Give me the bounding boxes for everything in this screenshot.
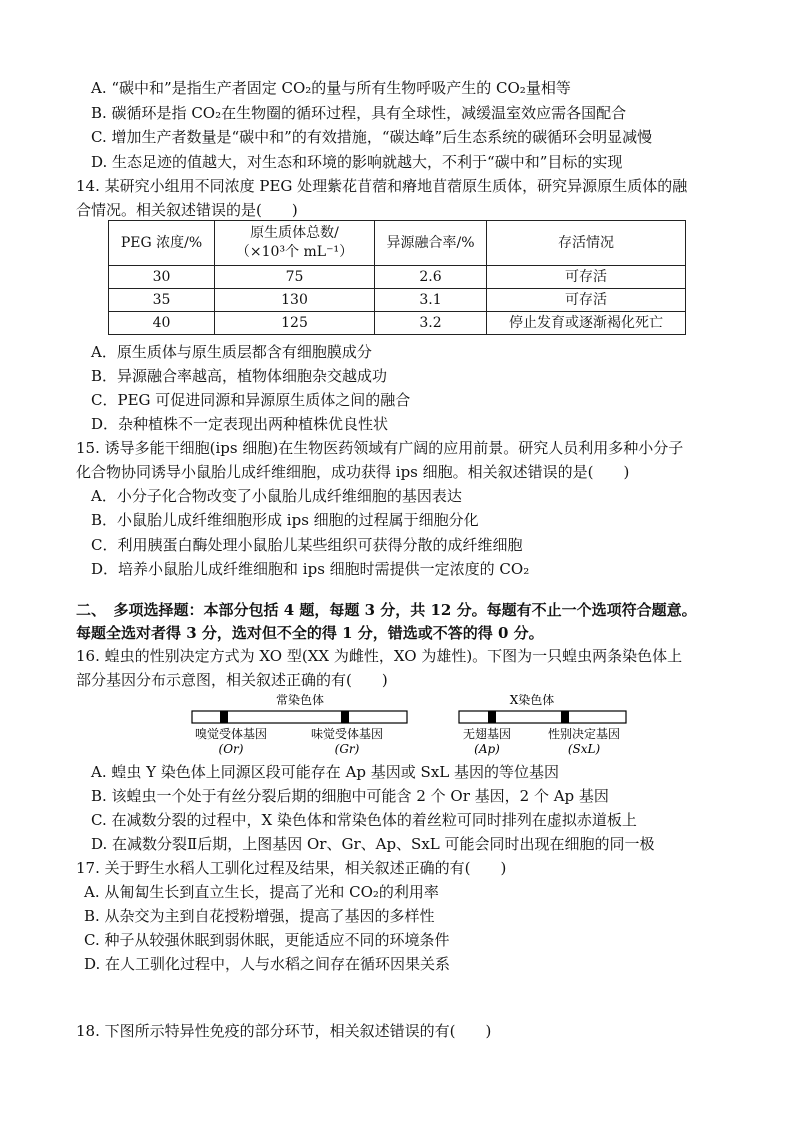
table-cell: 3.2 xyxy=(375,312,487,335)
q15-stem-line1: 15. 诱导多能干细胞(ips 细胞)在生物医药领域有广阔的应用前景。研究人员利用多种小分子 xyxy=(76,439,684,457)
q18-stem: 18. 下图所示特异性免疫的部分环节，相关叙述错误的有( ) xyxy=(76,1022,492,1040)
table-row xyxy=(109,312,686,335)
q14-option-a: A．原生质体与原生质层都含有细胞膜成分 xyxy=(91,343,372,361)
q14-option-d: D．杂种植株不一定表现出两种植株优良性状 xyxy=(91,415,389,433)
gene-marker-gr xyxy=(341,711,349,723)
table-cell: 125 xyxy=(215,312,375,335)
gene-name-sxl: 性别决定基因 xyxy=(547,727,621,741)
q16-option-d: D. 在减数分裂Ⅱ后期，上图基因 Or、Gr、Ap、SxL 可能会同时出现在细胞的同一极 xyxy=(91,835,655,853)
q16-option-b: B. 该蝗虫一个处于有丝分裂后期的细胞中可能含 2 个 Or 基因，2 个 Ap 基因 xyxy=(91,787,609,805)
table-cell: 可存活 xyxy=(487,266,686,289)
table-cell: 30 xyxy=(109,266,215,289)
q16-option-a: A. 蝗虫 Y 染色体上同源区段可能存在 Ap 基因或 SxL 基因的等位基因 xyxy=(91,763,560,781)
q17-option-c: C. 种子从较强休眠到弱休眠，更能适应不同的环境条件 xyxy=(84,931,450,949)
table-cell: 停止发育或逐渐褐化死亡 xyxy=(487,312,686,335)
q13-option-b: B. 碳循环是指 CO₂在生物圈的循环过程，具有全球性，减缓温室效应需各国配合 xyxy=(91,104,627,122)
q14-option-c: C．PEG 可促进同源和异源原生质体之间的融合 xyxy=(91,391,411,409)
gene-name-gr: 味觉受体基因 xyxy=(310,727,384,741)
table-cell: 35 xyxy=(109,289,215,312)
table-row xyxy=(109,289,686,312)
table-cell: 40 xyxy=(109,312,215,335)
table-cell: 75 xyxy=(215,266,375,289)
q16-option-c: C. 在减数分裂的过程中，X 染色体和常染色体的着丝粒可同时排列在虚拟赤道板上 xyxy=(91,811,637,829)
gene-symbol-gr: (Gr) xyxy=(334,742,360,756)
q14-stem-line2: 合情况。相关叙述错误的是( ) xyxy=(76,201,298,219)
table-cell: 可存活 xyxy=(487,289,686,312)
q15-stem-line2: 化合物协同诱导小鼠胎儿成纤维细胞，成功获得 ips 细胞。相关叙述错误的是( ) xyxy=(76,463,630,481)
table-cell: 3.1 xyxy=(375,289,487,312)
q17-option-b: B. 从杂交为主到自花授粉增强，提高了基因的多样性 xyxy=(84,907,435,925)
section-heading-line2: 每题全选对者得 3 分，选对但不全的得 1 分，错选或不答的得 0 分。 xyxy=(76,624,544,642)
table-header: 异源融合率/% xyxy=(375,221,487,266)
q13-option-c: C. 增加生产者数量是“碳中和”的有效措施，“碳达峰”后生态系统的碳循环会明显减慢 xyxy=(91,128,653,146)
q14-option-b: B．异源融合率越高，植物体细胞杂交越成功 xyxy=(91,367,388,385)
table-header xyxy=(215,221,375,266)
gene-symbol-sxl: (SxL) xyxy=(567,742,601,756)
q15-option-d: D．培养小鼠胎儿成纤维细胞和 ips 细胞时需提供一定浓度的 CO₂ xyxy=(91,560,530,578)
x-chromosome-bar xyxy=(459,711,626,723)
gene-name-ap: 无翅基因 xyxy=(462,727,512,741)
table-header: PEG 浓度/% xyxy=(109,221,215,266)
table-header-line: （×10³个 mL⁻¹） xyxy=(235,244,354,260)
table-row xyxy=(109,266,686,289)
table-header-line: 原生质体总数/ xyxy=(250,225,339,241)
table-header-row xyxy=(109,221,686,266)
q16-stem-line1: 16. 蝗虫的性别决定方式为 XO 型(XX 为雌性，XO 为雄性)。下图为一只蝗虫两条染色体上 xyxy=(76,647,683,665)
peg-table xyxy=(108,220,686,335)
q15-option-b: B．小鼠胎儿成纤维细胞形成 ips 细胞的过程属于细胞分化 xyxy=(91,511,479,529)
q16-stem-line2: 部分基因分布示意图，相关叙述正确的有( ) xyxy=(76,671,388,689)
gene-marker-sxl xyxy=(561,711,569,723)
gene-symbol-ap: (Ap) xyxy=(474,742,500,756)
gene-name-or: 嗅觉受体基因 xyxy=(194,727,268,741)
section-heading-line1: 二、 多项选择题：本部分包括 4 题，每题 3 分，共 12 分。每题有不止一个选项符合题意。 xyxy=(76,601,697,619)
q13-option-d: D. 生态足迹的值越大，对生态和环境的影响就越大，不利于“碳中和”目标的实现 xyxy=(91,153,623,171)
q13-option-a: A. “碳中和”是指生产者固定 CO₂的量与所有生物呼吸产生的 CO₂量相等 xyxy=(91,79,571,97)
q17-option-d: D. 在人工驯化过程中，人与水稻之间存在循环因果关系 xyxy=(84,955,451,973)
q17-stem: 17. 关于野生水稻人工驯化过程及结果，相关叙述正确的有( ) xyxy=(76,859,507,877)
autosome-label: 常染色体 xyxy=(275,693,325,707)
q14-stem-line1: 14. 某研究小组用不同浓度 PEG 处理紫花苜蓿和瘠地苜蓿原生质体，研究异源原生质体的融 xyxy=(76,177,688,195)
x-chromosome-label: X染色体 xyxy=(509,693,555,707)
table-cell: 2.6 xyxy=(375,266,487,289)
q17-option-a: A. 从匍匐生长到直立生长，提高了光和 CO₂的利用率 xyxy=(84,883,439,901)
gene-marker-or xyxy=(220,711,228,723)
gene-marker-ap xyxy=(488,711,496,723)
gene-symbol-or: (Or) xyxy=(218,742,244,756)
q15-option-c: C．利用胰蛋白酶处理小鼠胎儿某些组织可获得分散的成纤维细胞 xyxy=(91,536,523,554)
chromosome-diagram xyxy=(0,690,794,760)
table-cell: 130 xyxy=(215,289,375,312)
q15-option-a: A．小分子化合物改变了小鼠胎儿成纤维细胞的基因表达 xyxy=(91,487,462,505)
table-header: 存活情况 xyxy=(487,221,686,266)
